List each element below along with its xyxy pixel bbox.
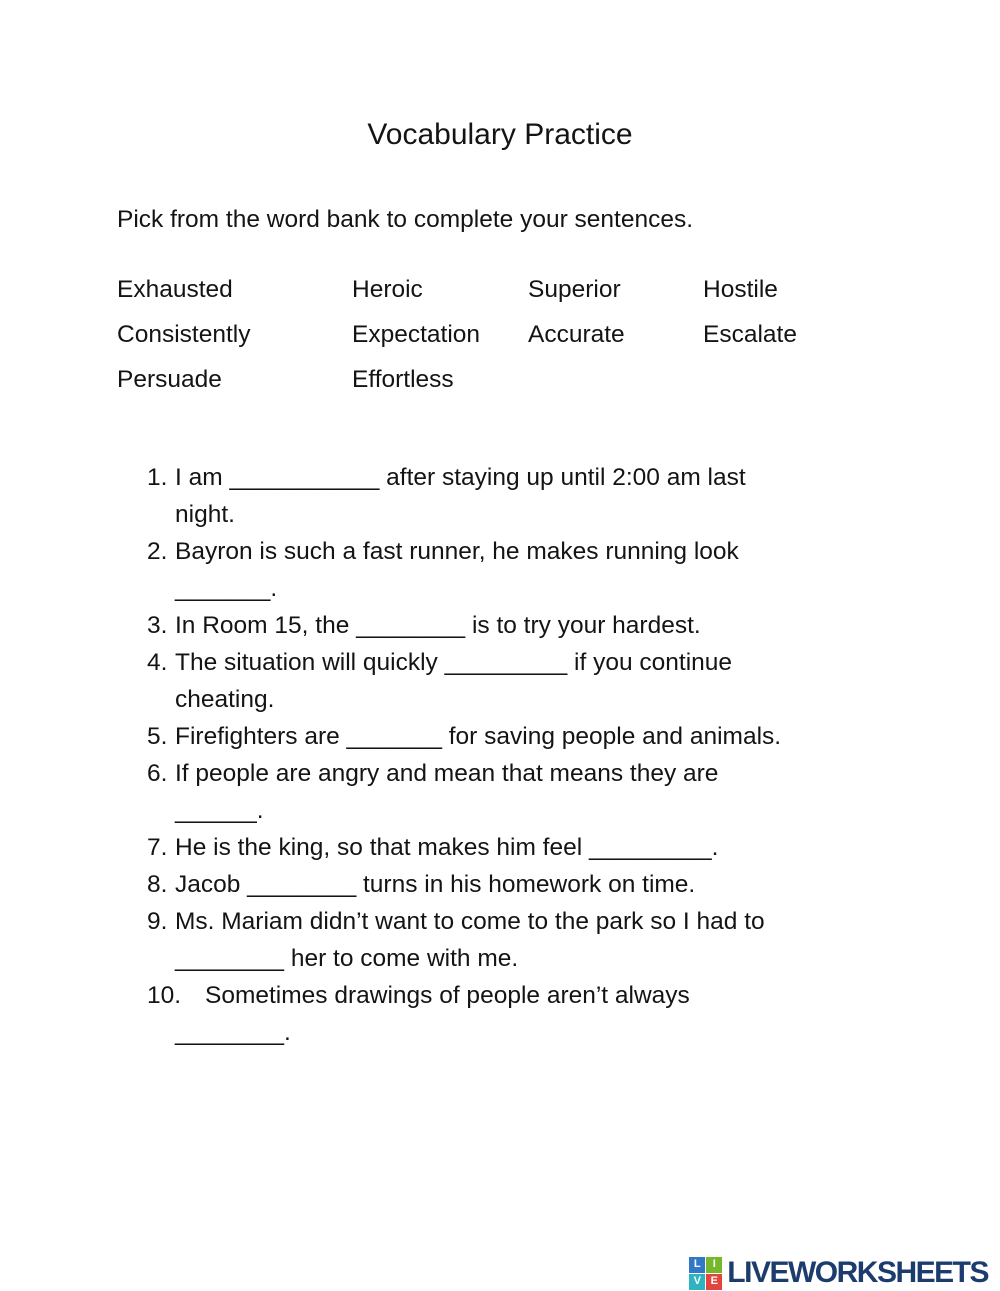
question-line: The situation will quickly _________ if you continue xyxy=(175,649,733,676)
question-text xyxy=(175,829,781,866)
question-item xyxy=(147,607,781,644)
question-item xyxy=(147,829,781,866)
question-line: Bayron is such a fast runner, he makes running look xyxy=(175,538,739,565)
word-bank-word: Hostile xyxy=(703,276,778,303)
word-bank-word: Heroic xyxy=(352,276,423,303)
question-text xyxy=(175,459,781,533)
question-line: ______. xyxy=(175,797,264,824)
question-line: ________ her to come with me. xyxy=(175,945,519,972)
instruction-text: Pick from the word bank to complete your sentences. xyxy=(117,206,694,233)
question-text xyxy=(175,718,781,755)
question-item xyxy=(147,755,781,829)
question-line: Jacob ________ turns in his homework on time. xyxy=(175,871,696,898)
question-line: _______. xyxy=(175,575,278,602)
logo-square-l: L xyxy=(689,1257,705,1273)
question-number: 2. xyxy=(147,538,168,565)
liveworksheets-logo xyxy=(689,1256,988,1290)
question-item xyxy=(147,533,781,607)
question-line: cheating. xyxy=(175,686,275,713)
question-item xyxy=(147,718,781,755)
question-number: 1. xyxy=(147,464,168,491)
question-text xyxy=(175,533,781,607)
question-text xyxy=(175,866,781,903)
question-list xyxy=(147,459,781,1051)
question-line: In Room 15, the ________ is to try your hardest. xyxy=(175,612,701,639)
question-line: Sometimes drawings of people aren’t always xyxy=(205,982,690,1009)
word-bank-word: Superior xyxy=(528,276,621,303)
word-bank-word: Effortless xyxy=(352,366,454,393)
word-bank-word: Consistently xyxy=(117,321,251,348)
question-line: Firefighters are _______ for saving people and animals. xyxy=(175,723,782,750)
question-number: 8. xyxy=(147,871,168,898)
word-bank-word: Persuade xyxy=(117,366,222,393)
question-line: Ms. Mariam didn’t want to come to the park so I had to xyxy=(175,908,765,935)
question-text xyxy=(175,607,781,644)
question-item xyxy=(147,459,781,533)
logo-square-v: V xyxy=(689,1274,705,1290)
logo-square-e: E xyxy=(706,1274,722,1290)
liveworksheets-logo-icon xyxy=(689,1257,722,1290)
question-text xyxy=(175,977,781,1051)
question-number: 4. xyxy=(147,649,168,676)
word-bank-word: Accurate xyxy=(528,321,625,348)
question-text xyxy=(175,755,781,829)
question-item xyxy=(147,977,781,1051)
question-line: He is the king, so that makes him feel _________. xyxy=(175,834,719,861)
question-line: night. xyxy=(175,501,235,528)
question-number: 5. xyxy=(147,723,168,750)
question-line: If people are angry and mean that means they are xyxy=(175,760,719,787)
question-item xyxy=(147,644,781,718)
word-bank-word: Exhausted xyxy=(117,276,233,303)
logo-square-i: I xyxy=(706,1257,722,1273)
word-bank-word: Escalate xyxy=(703,321,797,348)
question-number: 10. xyxy=(147,982,182,1009)
question-number: 7. xyxy=(147,834,168,861)
question-item xyxy=(147,866,781,903)
question-text xyxy=(175,903,781,977)
question-number: 9. xyxy=(147,908,168,935)
footer xyxy=(689,1256,988,1290)
question-line: I am ___________ after staying up until 2:00 am last xyxy=(175,464,746,491)
word-bank-word: Expectation xyxy=(352,321,481,348)
question-line: ________. xyxy=(175,1019,291,1046)
question-text xyxy=(175,644,781,718)
question-number: 6. xyxy=(147,760,168,787)
page-title: Vocabulary Practice xyxy=(367,118,633,151)
question-item xyxy=(147,903,781,977)
word-bank xyxy=(117,276,797,394)
question-number: 3. xyxy=(147,612,168,639)
liveworksheets-logo-text: LIVEWORKSHEETS xyxy=(727,1256,988,1289)
